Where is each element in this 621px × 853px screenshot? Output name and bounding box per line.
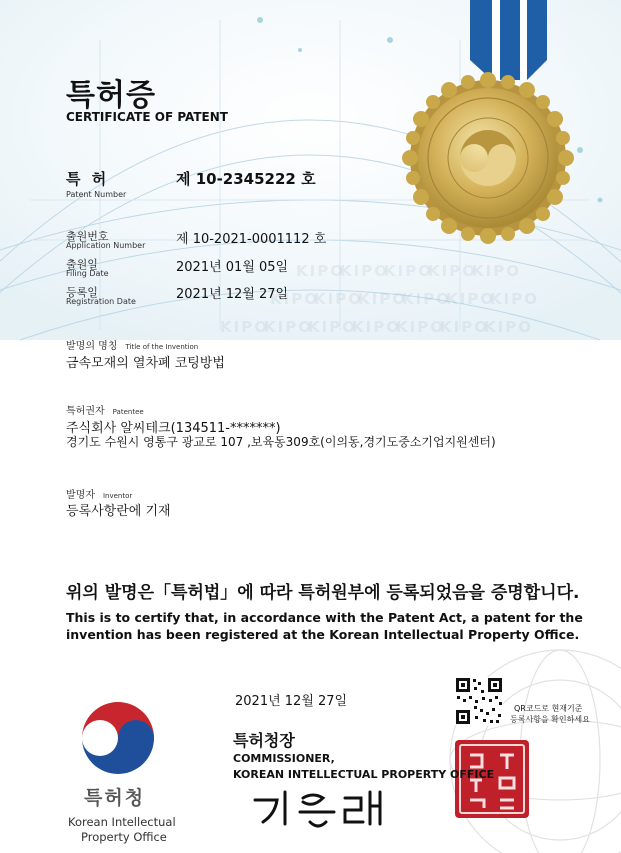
filing-date-label: 출원일 <box>66 258 98 271</box>
patent-number-label: 특 허 <box>66 170 110 188</box>
commissioner-title-en-1: COMMISSIONER, <box>233 752 335 765</box>
patentee-label-kr: 특허권자 <box>66 406 105 417</box>
commissioner-title-kr: 특허청장 <box>233 731 295 750</box>
certification-statement-en-1: This is to certify that, in accordance with the Patent Act, a patent for the <box>66 610 583 625</box>
invention-title: 금속모재의 열차폐 코팅방법 <box>66 356 225 371</box>
signature-strokes <box>255 792 380 826</box>
office-name-en-1: Korean Intellectual <box>68 815 176 829</box>
qr-note-line-1: QR코드로 현재기준 <box>514 704 583 713</box>
qr-code <box>455 677 503 725</box>
patentee-address: 경기도 수원시 영통구 광교로 107 ,보육동309호(이의동,경기도중소기업지원센터) <box>66 435 496 449</box>
watermark: KIPO <box>314 290 363 308</box>
qr-note-line-2: 등록사항을 확인하세요 <box>510 715 590 724</box>
application-number-value: 제 10-2021-0001112 호 <box>176 232 327 247</box>
watermark: KIPO <box>264 318 313 336</box>
watermark: KIPO <box>384 262 433 280</box>
kipo-logo <box>82 702 154 774</box>
certificate-title: 특허증 <box>66 78 156 113</box>
application-number-label-en: Application Number <box>66 241 146 250</box>
watermark: KIPO <box>220 318 269 336</box>
application-number-label: 출원번호 <box>66 230 109 243</box>
inventor-label-en: Inventor <box>102 492 133 500</box>
filing-date-value: 2021년 01월 05일 <box>176 260 289 275</box>
gold-seal <box>402 72 574 244</box>
certificate-title-en: CERTIFICATE OF PATENT <box>66 110 228 124</box>
registration-date-label: 등록일 <box>66 286 98 299</box>
watermark: KIPO <box>490 290 539 308</box>
watermark: KIPO <box>352 318 401 336</box>
certification-statement-kr: 위의 발명은「특허법」에 따라 특허원부에 등록되었음을 증명합니다. <box>66 583 580 603</box>
inventor-label-kr: 발명자 <box>66 490 95 501</box>
commissioner-title-en-2: KOREAN INTELLECTUAL PROPERTY OFFICE <box>233 768 495 781</box>
invention-label-kr: 발명의 명칭 <box>66 341 118 352</box>
watermark: KIPO <box>440 318 489 336</box>
watermark: KIPO <box>428 262 477 280</box>
registration-date-label-en: Registration Date <box>66 297 136 306</box>
watermark: KIPO <box>270 290 319 308</box>
watermark: KIPO <box>396 318 445 336</box>
patent-number-value: 제 10-2345222 호 <box>176 170 316 188</box>
inventor-value: 등록사항란에 기재 <box>66 504 171 519</box>
watermark: KIPO <box>358 290 407 308</box>
patent-number-label-en: Patent Number <box>66 190 127 199</box>
filing-date-label-en: Filing Date <box>66 269 109 278</box>
watermark: KIPO <box>472 262 521 280</box>
inventor-label <box>66 486 132 501</box>
invention-label-en: Title of the Invention <box>125 343 199 351</box>
office-name-kr: 특허청 <box>84 787 146 809</box>
patentee-name: 주식회사 알씨테크(134511-*******) <box>66 421 281 436</box>
issue-date: 2021년 12월 27일 <box>235 694 348 709</box>
office-name-en-2: Property Office <box>81 830 167 844</box>
watermark: KIPO <box>296 262 345 280</box>
watermark: KIPO <box>402 290 451 308</box>
watermark: KIPO <box>308 318 357 336</box>
watermark: KIPO <box>484 318 533 336</box>
watermark: KIPO <box>446 290 495 308</box>
watermark: KIPO <box>340 262 389 280</box>
patentee-label <box>66 402 144 417</box>
certification-statement-en-2: invention has been registered at the Korean Intellectual Property Office. <box>66 627 580 642</box>
registration-date-value: 2021년 12월 27일 <box>176 287 289 302</box>
invention-label <box>66 337 198 352</box>
patentee-label-en: Patentee <box>112 408 144 416</box>
